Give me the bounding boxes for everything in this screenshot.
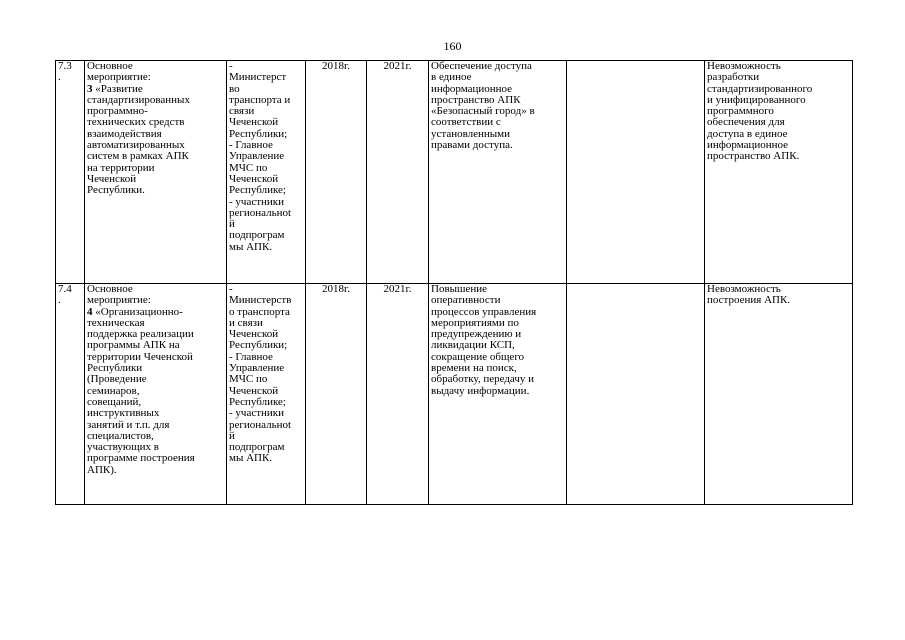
row-number-cell: 7.3 . — [56, 61, 85, 284]
activities-table — [55, 60, 853, 505]
consequences-cell: Невозможность построения АПК. — [705, 284, 853, 505]
link-cell — [567, 284, 705, 505]
activity-number: 3 — [87, 82, 93, 95]
result-cell: Повышение оперативности процессов управления мероприятиями по предупреждению и ликвидации КСП, сокращение общего времени на поиск, обработку, передачу и выдачу информации. — [429, 284, 567, 505]
row-number-cell: 7.4 . — [56, 284, 85, 505]
consequences-cell: Невозможность разработки стандартизированного и унифицированного программного обеспечения для доступа в единое информационное пространство АПК. — [705, 61, 853, 284]
activity-cell — [85, 61, 227, 284]
activity-prefix: Основное мероприятие: — [87, 60, 151, 84]
activity-cell — [85, 284, 227, 505]
start-year-cell: 2018г. — [306, 284, 367, 505]
activity-description: «Организационно- техническая поддержка реализации программы АПК на территории Чеченской Республики (Проведение семинаров, совещаний, инструктивных занятий и т.п. для специалистов, участвующих в программе построения АПК). — [87, 305, 195, 476]
end-year-cell: 2021г. — [367, 284, 429, 505]
end-year-cell: 2021г. — [367, 61, 429, 284]
activity-description: «Развитие стандартизированных программно- технических средств взаимодействия автоматизированных систем в рамках АПК на территории Чеченской Республики. — [87, 82, 190, 197]
table-row — [56, 61, 853, 284]
start-year-cell: 2018г. — [306, 61, 367, 284]
executor-cell: - Министерст во транспорта и связи Чеченской Республики; - Главное Управление МЧС по Чеченской Республике; - участники региональноt й подпрограм мы АПК. — [227, 61, 306, 284]
table-row — [56, 284, 853, 505]
activity-number: 4 — [87, 305, 93, 318]
activity-prefix: Основное мероприятие: — [87, 283, 151, 307]
result-cell: Обеспечение доступа в единое информационное пространство АПК «Безопасный город» в соответствии с установленными правами доступа. — [429, 61, 567, 284]
page-number: 160 — [443, 39, 462, 53]
executor-cell: - Министерств о транспорта и связи Чеченской Республики; - Главное Управление МЧС по Чеченской Республике; - участники региональноt й подпрограм мы АПК. — [227, 284, 306, 505]
link-cell — [567, 61, 705, 284]
